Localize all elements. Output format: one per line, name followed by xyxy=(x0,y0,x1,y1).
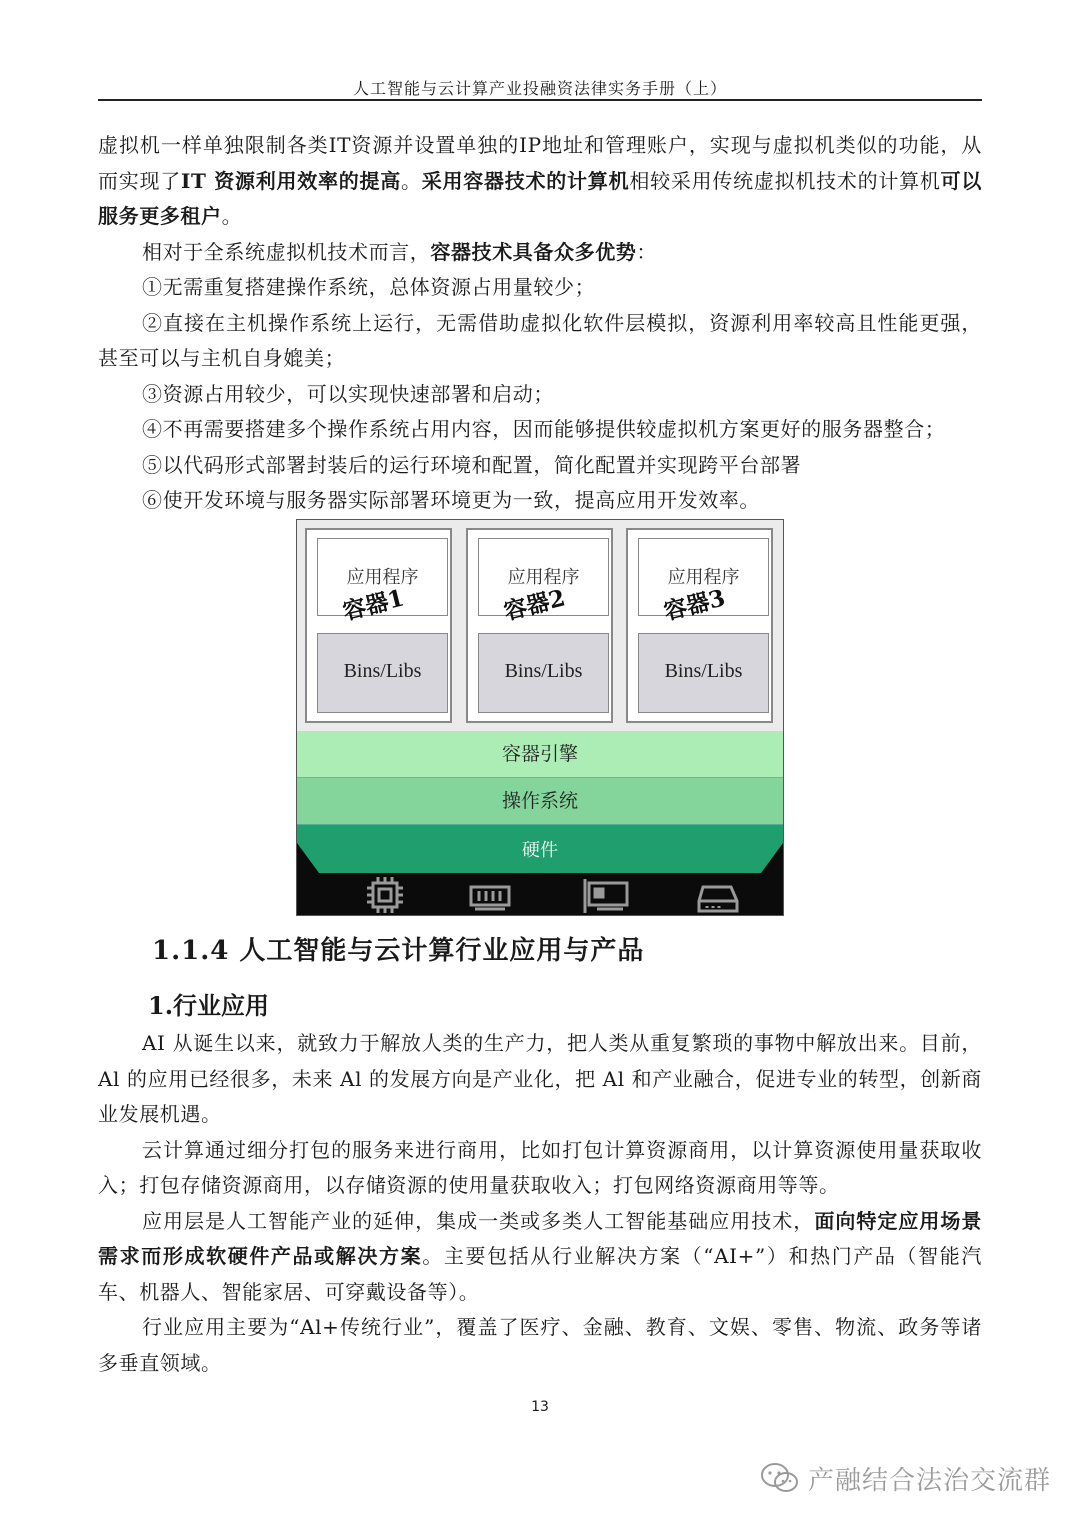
section-text xyxy=(98,1026,982,1381)
advantage-item: ④不再需要搭建多个操作系统占用内容，因而能够提供较虚拟机方案更好的服务器整合； xyxy=(142,417,946,441)
intro-paragraph-1: 虚拟机一样单独限制各类IT资源并设置单独的IP地址和管理账户，实现与虚拟机类似的功能，从而实现了IT 资源利用效率的提高。采用容器技术的计算机相较采用传统虚拟机技术的计算机可以服务更多租户。 xyxy=(98,133,983,228)
watermark xyxy=(760,1458,1051,1498)
bins-libs-box: Bins/Libs xyxy=(478,633,609,713)
wechat-icon xyxy=(760,1461,800,1495)
page-number: 13 xyxy=(531,1399,549,1415)
running-header: 人工智能与云计算产业投融资法律实务手册（上） xyxy=(352,79,727,98)
container-label: 容器1 xyxy=(340,584,407,626)
advantage-item: ③资源占用较少，可以实现快速部署和启动； xyxy=(142,381,554,406)
advantage-item: ⑤以代码形式部署封装后的运行环境和配置，简化配置并实现跨平台部署 xyxy=(142,452,802,477)
section-paragraph-1: AI 从诞生以来，就致力于解放人类的生产力，把人类从重复繁琐的事物中解放出来。目前，Al 的应用已经很多，未来 Al 的发展方向是产业化，把 Al 和产业融合，促进专业的转型，创新商业发展机遇。 xyxy=(98,1031,982,1126)
advantage-item: ⑥使开发环境与服务器实际部署环境更为一致，提高应用开发效率。 xyxy=(142,488,760,512)
advantage-item: ②直接在主机操作系统上运行，无需借助虚拟化软件层模拟，资源利用率较高且性能更强，甚至可以与主机自身媲美； xyxy=(98,310,982,370)
advantage-item: ①无需重复搭建操作系统，总体资源占用量较少； xyxy=(142,275,596,299)
memory-icon xyxy=(471,887,509,909)
network-card-icon xyxy=(585,879,627,913)
intro-text xyxy=(98,128,982,519)
hardware-layer-graphic xyxy=(297,825,783,915)
subsection-heading: 1.行业应用 xyxy=(148,991,270,1020)
watermark-text: 产融结合法治交流群 xyxy=(808,1465,1052,1496)
container-box-1 xyxy=(305,528,452,723)
section-heading: 1.1.4 人工智能与云计算行业应用与产品 xyxy=(152,936,645,966)
header-rule xyxy=(98,99,982,101)
container-architecture-diagram xyxy=(296,519,784,916)
container-label: 容器2 xyxy=(501,584,568,626)
container-engine-layer: 容器引擎 xyxy=(297,731,783,778)
operating-system-layer: 操作系统 xyxy=(297,778,783,825)
container-label: 容器3 xyxy=(661,584,728,626)
app-box: 应用程序 xyxy=(478,538,609,616)
section-paragraph-4: 行业应用主要为“Al+传统行业”，覆盖了医疗、金融、教育、文娱、零售、物流、政务等诸多垂直领域。 xyxy=(98,1315,982,1375)
section-paragraph-2: 云计算通过细分打包的服务来进行商用，比如打包计算资源商用，以计算资源使用量获取收入；打包存储资源商用，以存储资源的使用量获取收入；打包网络资源商用等等。 xyxy=(98,1137,982,1197)
section-paragraph-3: 应用层是人工智能产业的延伸，集成一类或多类人工智能基础应用技术，面向特定应用场景需求而形成软硬件产品或解决方案。主要包括从行业解决方案（“AI+”）和热门产品（智能汽车、机器人、智能家居、可穿戴设备等）。 xyxy=(98,1208,983,1304)
bins-libs-box: Bins/Libs xyxy=(317,633,448,713)
app-box: 应用程序 xyxy=(638,538,769,616)
container-box-3 xyxy=(626,528,773,723)
container-box-2 xyxy=(466,528,613,723)
intro-paragraph-2: 相对于全系统虚拟机技术而言，容器技术具备众多优势： xyxy=(142,239,658,264)
containers-area xyxy=(297,520,783,732)
hardware-label: 硬件 xyxy=(522,840,558,861)
bins-libs-box: Bins/Libs xyxy=(638,633,769,713)
app-box: 应用程序 xyxy=(317,538,448,616)
disk-icon xyxy=(699,887,737,911)
cpu-icon xyxy=(367,877,403,913)
